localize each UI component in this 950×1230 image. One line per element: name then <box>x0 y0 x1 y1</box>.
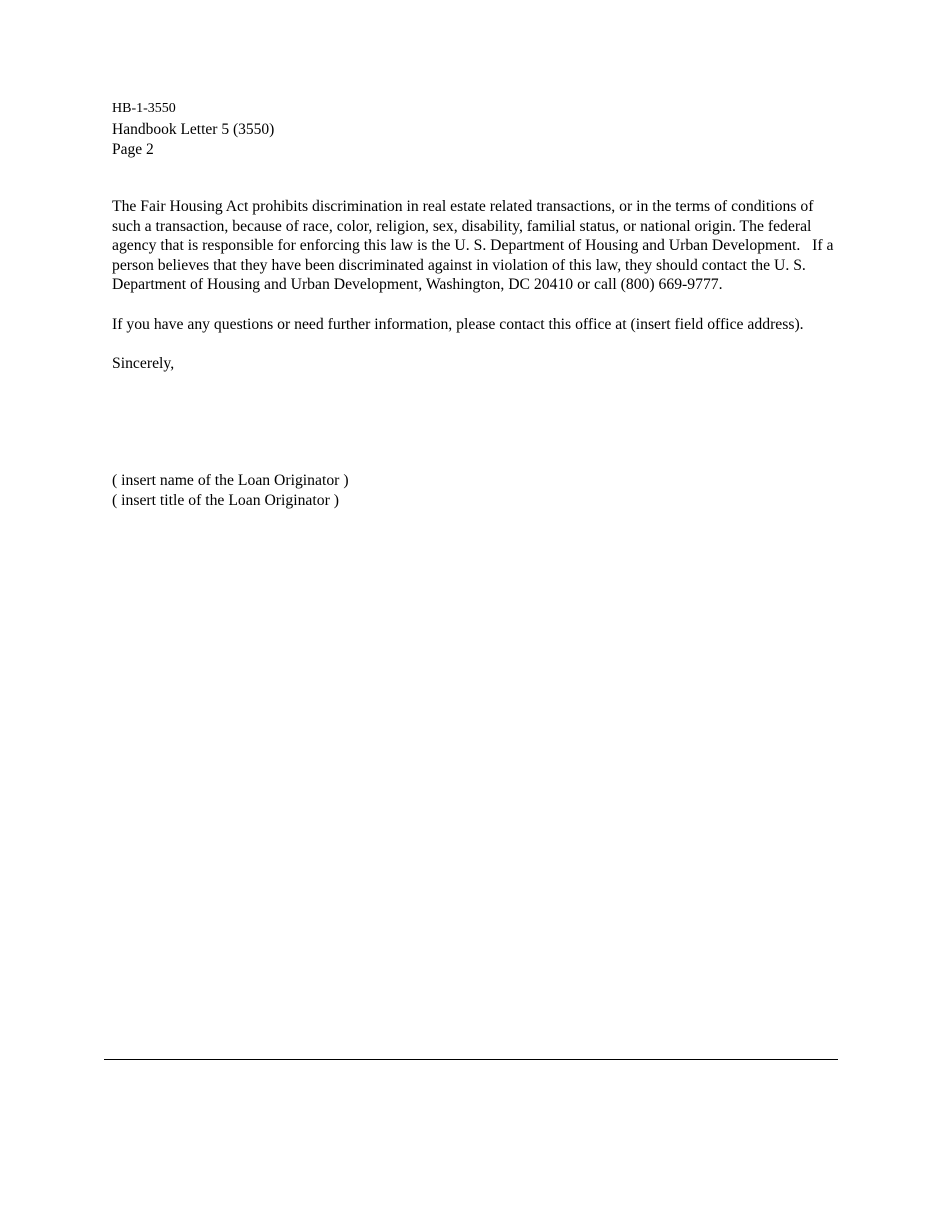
contact-paragraph: If you have any questions or need further information, please contact this office at (insert field office address). <box>112 315 804 333</box>
signature-title: ( insert title of the Loan Originator ) <box>112 492 339 509</box>
page-header <box>112 99 274 161</box>
page-label: Page 2 <box>112 141 154 158</box>
doc-id: HB-1-3550 <box>112 101 176 116</box>
letter-title: Handbook Letter 5 (3550) <box>112 120 275 138</box>
fair-housing-paragraph: The Fair Housing Act prohibits discrimination in real estate related transactions, or in the terms of conditions of such a transaction, because of race, color, religion, sex, disability, familial status, or national origin. The federal agency that is responsible for enforcing this law is the U. S. Department of Housing and Urban Development. If a person believes that they have been discriminated against in violation of this law, they should contact the U. S. Department of Housing and Urban Development, Washington, DC 20410 or call (800) 669-9777. <box>112 198 838 294</box>
letter-body <box>112 197 838 373</box>
closing-salutation: Sincerely, <box>112 354 175 372</box>
footer-divider <box>104 1059 838 1060</box>
signature-name: ( insert name of the Loan Originator ) <box>112 472 349 489</box>
signature-block <box>112 471 349 511</box>
